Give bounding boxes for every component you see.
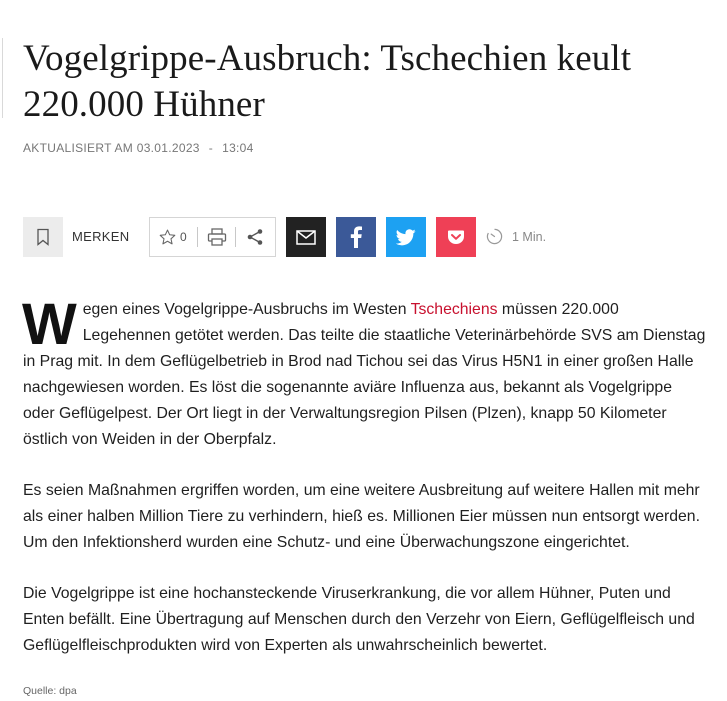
clock-icon (486, 228, 503, 245)
bookmark-icon (36, 228, 50, 246)
paragraph: Die Vogelgrippe ist eine hochansteckende Viruserkrankung, die vor allem Hühner, Puten und Enten befällt. Eine Übertragung auf Menschen durch den Verzehr von Eiern, Geflügelfleisch und Geflügelfleischprodukten wird von Experten als unwahrscheinlich bewertet. (23, 585, 695, 654)
print-icon (207, 228, 227, 246)
article-actions (149, 217, 276, 257)
pocket-save-button[interactable] (436, 217, 476, 257)
facebook-share-button[interactable] (336, 217, 376, 257)
left-divider (2, 38, 3, 118)
meta-separator: - (208, 141, 214, 155)
bookmark-label[interactable]: MERKEN (72, 229, 130, 244)
share-icon (246, 228, 264, 246)
article-body (22, 292, 707, 684)
reading-time-label: 1 Min. (512, 229, 547, 244)
share-button[interactable] (236, 228, 274, 246)
page-title: Vogelgrippe-Ausbruch: Tschechien keult 220.000 Hühner (23, 38, 632, 125)
source-credit: Quelle: dpa (23, 685, 77, 697)
star-icon (159, 229, 176, 245)
updated-time: 13:04 (222, 141, 254, 155)
print-button[interactable] (198, 228, 235, 246)
paragraph-text: egen eines Vogelgrippe-Ausbruchs im Westen (82, 301, 411, 318)
article-toolbar (23, 217, 713, 257)
email-share-button[interactable] (286, 217, 326, 257)
rating-button[interactable] (150, 229, 197, 245)
bookmark-button[interactable] (23, 217, 63, 257)
updated-date: AKTUALISIERT AM 03.01.2023 (23, 141, 200, 155)
rating-count: 0 (180, 230, 187, 244)
twitter-share-button[interactable] (386, 217, 426, 257)
facebook-icon (350, 226, 362, 248)
drop-cap: W (22, 292, 77, 357)
pocket-icon (447, 229, 465, 245)
link-tschechiens[interactable]: Tschechiens (410, 301, 498, 318)
mail-icon (296, 230, 316, 245)
article-meta (23, 141, 254, 155)
paragraph-text: müssen 220.000 Legehennen getötet werden. Das teilte die staatliche Veterinärbehörde SVS am Dienstag in Prag mit. In dem Geflügelbetrieb in Brod nad Tichou sei das Virus H5N1 in einer großen Halle nachgewiesen worden. Es löst die sogenannte aviäre Influenza aus, bekannt als Vogelgrippe oder Geflügelpest. Der Ort liegt in der Verwaltungsregion Pilsen (Plzen), knapp 50 Kilometer östlich von Weiden in der Oberpfalz. (23, 301, 706, 448)
paragraph: Es seien Maßnahmen ergriffen worden, um eine weitere Ausbreitung auf weitere Hallen mit mehr als einer halben Million Tiere zu verhindern, hieß es. Millionen Eier müssen nun entsorgt werden. Um den Infektionsherd wurden eine Schutz- und eine Überwachungszone eingerichtet. (23, 482, 700, 551)
twitter-icon (396, 229, 416, 246)
reading-time (486, 228, 546, 245)
paragraph (22, 292, 707, 453)
